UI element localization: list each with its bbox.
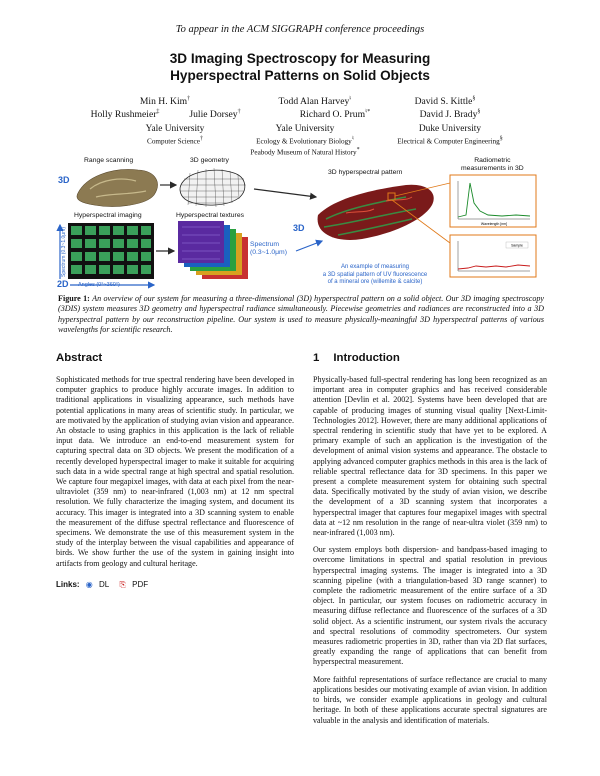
axis-label-angles: Angles (0°~360°) xyxy=(78,282,120,288)
author-harvey: Todd Alan Harvey♮ xyxy=(278,96,352,108)
title-line-1: 3D Imaging Spectroscopy for Measuring xyxy=(169,51,431,66)
author-dorsey: Julie Dorsey† xyxy=(189,109,241,121)
hyperspectral-imaging-grid xyxy=(68,223,154,279)
abstract-heading: Abstract xyxy=(56,352,103,364)
label-3d-geometry: 3D geometry xyxy=(190,157,229,164)
axis-label-spectrum: Spectrum (0.3~1.0μm) xyxy=(60,227,67,277)
teaser-graphic xyxy=(56,153,546,291)
author-rushmeier: Holly Rushmeier‡ xyxy=(90,109,160,121)
label-3d-left: 3D xyxy=(58,175,70,185)
links-row xyxy=(56,580,156,590)
pdf-link[interactable]: ⎘ PDF xyxy=(119,580,149,589)
paper-title xyxy=(0,50,600,84)
links-label: Links: xyxy=(56,580,80,589)
label-range-scanning: Range scanning xyxy=(84,157,134,164)
dl-icon: ◉ xyxy=(85,580,93,589)
affiliation-yale-cs: Yale University Computer Science† xyxy=(145,124,205,146)
intro-paragraph-3: More faithful representations of surface reflectance are crucial to many applications besides our motivating example of avian vision. In addition to birds, we consider example applications in geology and cultural heritage. In both of these applications accurate spectral signatures are valuable in the analysis and identification of materials. xyxy=(313,674,547,725)
author-kittle: David S. Kittle§ xyxy=(414,96,476,108)
label-3d-pattern: 3D hyperspectral pattern xyxy=(328,169,403,176)
venue-header: To appear in the ACM SIGGRAPH conference proceedings xyxy=(175,24,425,35)
title-line-2: Hyperspectral Patterns on Solid Objects xyxy=(170,68,430,83)
label-radiometric: Radiometric measurements in 3D xyxy=(461,157,524,172)
affiliation-yale-eeb: Yale University Ecology & Evolutionary Biology♮ Peabody Museum of Natural History* xyxy=(250,124,360,157)
label-spectrum: Spectrum (0.3~1.0μm) xyxy=(250,241,287,256)
affiliation-duke: Duke University Electrical & Computer Engineering§ xyxy=(397,124,503,146)
teaser-figure xyxy=(56,153,546,291)
chart-xlabel-1: Wavelength [nm] xyxy=(480,222,508,226)
intro-paragraph-1: Physically-based full-spectral rendering has long been recognized as an important area in computer graphics and has received considerable attention [Devlin et al. 2002]. Systems have been developed that are capable of producing images of stunning visual quality [Next-Limit-Technologies 2012]. However, there are many additional applications of spectral rendering in scientific study that have yet to be explored. A primary example of such an application is the investigation of the development of animal vision systems and appearance. The obstacle to applying advanced computer graphics methods in this area is the lack of reliable spectral reflectance data for 3D specimens. In this paper we present a complete measurement system for obtaining such spectral data. Specifically motivated by the study of avian vision, we describe the development of a 3D scanning system that incorporates a hyperspectral imager that captures four megapixel images with spectral data at ~12 nm resolution in the range of near-ultra violet (359 nm) to near-infrared (1,003 nm). xyxy=(313,375,547,538)
pdf-icon: ⎘ xyxy=(119,580,126,589)
intro-body xyxy=(313,375,547,733)
author-prum: Richard O. Prum♮* xyxy=(299,109,371,121)
hyperspectral-pattern-3d xyxy=(318,185,434,240)
label-example: An example of measuring a 3D spatial pattern of UV fluorescence of a mineral ore (willemite & calcite) xyxy=(322,264,428,285)
dl-link[interactable]: ◉ DL xyxy=(85,580,110,589)
rock-photo xyxy=(77,169,158,206)
intro-paragraph-2: Our system employs both dispersion- and bandpass-based imaging to overcome limitations in spectral and spatial resolution in previous hyperspectral imaging systems. The imager is integrated into a 3D scanning pipeline (with a triangulation-based 3D range scanner) to complete the radiometric measurement of the entire surface of a 3D object. In particular, our system focuses on radiometric accuracy in measuring diffuse reflectance and fluorescence of the surfaces of a 3D solid object. As a scientific instrument, our system rivals the accuracy and spectral resolutions of commodity spectrometers. Our system measures radiometric properties in 3D, rather than via 2D flat surfaces, greatly expanding the range of applications that can benefit from hyperspectral measurement. xyxy=(313,545,547,667)
intro-heading: 1 Introduction xyxy=(313,352,400,364)
label-hyperspectral-textures: Hyperspectral textures xyxy=(176,212,244,219)
abstract-text: Sophisticated methods for true spectral rendering have been developed in computer graphics to produce highly accurate images. In addition to traditional applications in visualizing appearance, such methods have potential applications in many areas of scientific study. In particular, we are motivated by the application of studying avian vision and appearance. An obstacle to using graphics in this application is the lack of reliable input data. We introduce an end-to-end measurement system for capturing spectral data on 3D objects. We present the modification of a recently developed hyperspectral imager to make it suitable for acquiring such data in a wide spectral range at high spectral and spatial resolution. We capture four megapixel images, with data at each pixel from the near-ultraviolet (359 nm) to near-infrared (1,003 nm) at 12 nm spectral resolution. We fully characterize the imaging system, and document its accuracy. This imager is integrated into a 3D scanning system to enable the measurement of the diffuse spectral reflectance and fluorescence of specimens. We demonstrate the use of this measurement system in the study of the interplay between the visual capabilities and appearance of birds. We show further the use of the system in gaining insight into artifacts from geology and cultural heritage. xyxy=(56,375,294,568)
author-brady: David J. Brady§ xyxy=(419,109,481,121)
hyperspectral-textures-stack xyxy=(178,221,248,279)
radiometric-chart-2 xyxy=(450,235,536,277)
label-hyperspectral-imaging: Hyperspectral imaging xyxy=(74,212,142,219)
author-kim: Min H. Kim† xyxy=(139,96,191,108)
label-3d-center: 3D xyxy=(293,223,305,233)
chart-legend: Sample xyxy=(511,243,523,248)
figure-caption: Figure 1: An overview of our system for measuring a three-dimensional (3D) hyperspectral pattern on a solid object. Our 3D imaging spectroscopy (3DIS) system measures 3D geometry and hyperspectral radiance simultaneously. Piecewise geometries and radiances are reconstructed into a 3D hyperspectral pattern by our reconstruction pipeline. Our system is used to measure physically-meaningful 3D hyperspectral patterns of various wavelengths for scientific research. xyxy=(58,294,545,335)
label-2d: 2D xyxy=(57,279,69,289)
abstract-body xyxy=(56,375,294,576)
